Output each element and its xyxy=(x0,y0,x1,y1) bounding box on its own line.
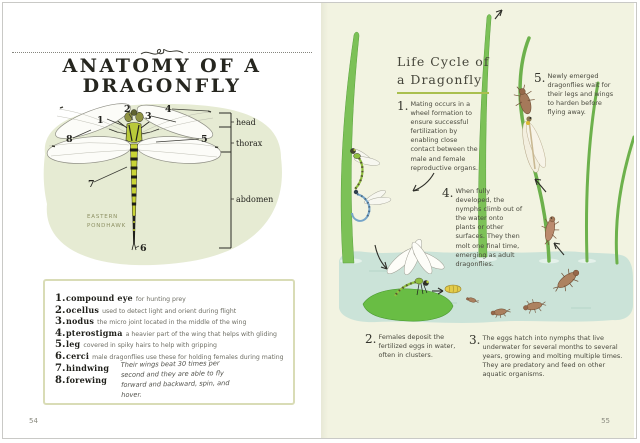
legend-item-ocellus xyxy=(55,302,287,314)
arrow-flying-away xyxy=(495,10,502,19)
species-label-line2: PONDHAWK xyxy=(87,223,127,229)
step-number: 3. xyxy=(469,333,481,347)
callout-number-5: 5 xyxy=(201,134,208,145)
step-number: 5. xyxy=(534,71,546,85)
step-text: The eggs hatch into nymphs that live underwater for several months to several years, growing and molting multiple times. They are predatory and feed on other aquatic organisms. xyxy=(482,334,623,379)
region-label-thorax: thorax xyxy=(236,139,263,148)
lifecycle-title-line1: Life Cycle of xyxy=(397,54,490,69)
callout-number-6: 6 xyxy=(140,243,147,254)
climbing-nymph-illustration xyxy=(538,215,562,247)
item-number: 2. xyxy=(55,304,66,316)
callout-number-2: 2 xyxy=(124,104,131,115)
lifecycle-step-5 xyxy=(534,72,614,117)
item-term: nodus xyxy=(66,316,95,326)
callout-number-8: 8 xyxy=(66,134,73,145)
legend-handwritten-note: Their wings beat 30 times per second and they are able to fly forward and backward, spin, and hover. xyxy=(120,359,230,399)
page-number-left: 54 xyxy=(29,417,38,425)
page-left-anatomy xyxy=(3,3,321,438)
item-number: 3. xyxy=(55,316,66,327)
item-term: leg xyxy=(66,339,81,349)
page-title-line1: ANATOMY OF A xyxy=(62,55,262,77)
item-number: 8. xyxy=(55,374,66,386)
dotted-divider-line xyxy=(12,52,136,53)
item-desc: for hunting prey xyxy=(135,296,186,303)
item-desc: used to detect light and orient during flight xyxy=(102,307,237,315)
legend-item-forewing xyxy=(55,372,109,384)
step-text: Newly emerged dragonflies wait for their legs and wings to harden before flying away. xyxy=(547,72,614,117)
legend-item-hindwing xyxy=(55,360,109,372)
legend-item-cerci xyxy=(55,348,287,360)
legend-item-pterostigma xyxy=(55,325,287,337)
region-label-head: head xyxy=(236,118,256,127)
step-number: 1. xyxy=(397,99,409,113)
species-label-line1: EASTERN xyxy=(87,214,119,220)
item-term: pterostigma xyxy=(66,327,123,338)
lifecycle-title xyxy=(397,53,489,94)
item-desc: covered in spiky hairs to help with gripping xyxy=(83,342,217,349)
page-number-right: 55 xyxy=(601,417,610,425)
mating-pair-illustration xyxy=(350,147,391,221)
item-desc: male dragonflies use these for holding females during mating xyxy=(92,353,284,361)
item-number: 6. xyxy=(55,350,66,362)
step-text: Mating occurs in a wheel formation to ensure successful fertilization by enabling close contact between the male and female reproductive organs. xyxy=(410,100,478,172)
callout-number-7: 7 xyxy=(88,179,95,190)
lifecycle-step-3 xyxy=(469,334,629,379)
lifecycle-title-line2: a Dragonfly xyxy=(397,72,483,88)
item-desc: a heavier part of the wing that helps with gliding xyxy=(125,330,277,338)
callout-number-1: 1 xyxy=(97,115,104,126)
item-number: 7. xyxy=(55,363,66,374)
item-term: hindwing xyxy=(66,363,110,373)
item-term: ocellus xyxy=(66,304,100,315)
legend-wing-items xyxy=(55,360,109,400)
dotted-divider-line xyxy=(188,52,312,53)
item-term: cerci xyxy=(66,350,90,361)
lifecycle-step-2 xyxy=(365,333,469,360)
callout-number-4: 4 xyxy=(165,104,172,115)
egg-cluster xyxy=(445,285,461,293)
page-title xyxy=(3,56,321,96)
item-number: 5. xyxy=(55,339,66,350)
dragonfly-diagram xyxy=(29,96,297,274)
arrow-step1-to-mating xyxy=(413,173,434,191)
lifecycle-step-4 xyxy=(442,187,524,269)
anatomy-legend-box xyxy=(43,279,295,405)
step-number: 4. xyxy=(442,186,454,200)
item-number: 1. xyxy=(55,293,66,304)
callout-number-3: 3 xyxy=(145,111,152,122)
item-term: forewing xyxy=(66,374,108,385)
step-text: When fully developed, the nymphs climb out of the water onto plants or other surfaces. They then molt one final time, emerging as adult dragonflies. xyxy=(455,187,523,268)
item-term: compound eye xyxy=(66,293,133,303)
legend-bottom-row xyxy=(55,360,287,400)
step-number: 2. xyxy=(365,332,377,346)
page-title-line2: DRAGONFLY xyxy=(82,75,242,98)
item-number: 4. xyxy=(55,327,66,339)
legend-item-nodus xyxy=(55,313,287,325)
region-label-abdomen: abdomen xyxy=(236,195,274,204)
open-book xyxy=(2,2,637,439)
page-right-lifecycle xyxy=(321,3,634,438)
step-text: Females deposit the fertilized eggs in water, often in clusters. xyxy=(378,333,456,360)
item-desc: the micro joint located in the middle of the wing xyxy=(97,319,247,326)
lifecycle-step-1 xyxy=(397,100,483,173)
legend-item-compound-eye xyxy=(55,290,287,302)
